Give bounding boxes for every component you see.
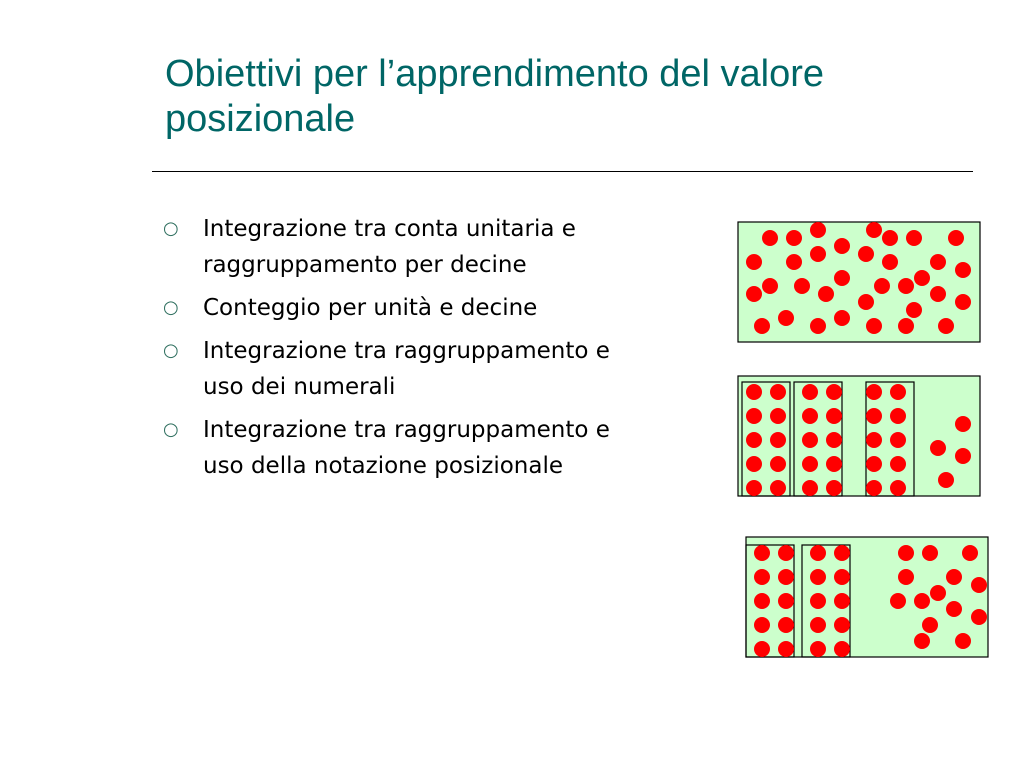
counter-dot: [746, 408, 762, 424]
counter-dot: [746, 254, 762, 270]
counter-dot: [802, 456, 818, 472]
counter-dot: [914, 633, 930, 649]
counter-dot: [948, 230, 964, 246]
counter-dot: [898, 569, 914, 585]
counter-dot: [834, 617, 850, 633]
counter-dot: [794, 278, 810, 294]
counter-dot: [898, 278, 914, 294]
counter-dot: [810, 569, 826, 585]
counter-dot: [802, 432, 818, 448]
hollow-circle-bullet-icon: ○: [163, 340, 179, 361]
counter-dot: [866, 384, 882, 400]
counter-dot: [810, 246, 826, 262]
counter-dot: [890, 456, 906, 472]
counter-dot: [866, 408, 882, 424]
panel-grouped-dots: [738, 376, 980, 496]
counter-dot: [810, 318, 826, 334]
counter-dot: [971, 609, 987, 625]
slide-title: Obiettivi per l’apprendimento del valore posizionale: [165, 53, 825, 140]
counter-dot: [874, 278, 890, 294]
counter-dot: [890, 432, 906, 448]
counter-dot: [754, 545, 770, 561]
counter-dot: [754, 569, 770, 585]
counter-dot: [810, 593, 826, 609]
counter-dot: [826, 408, 842, 424]
counter-dot: [786, 230, 802, 246]
counter-dot: [778, 641, 794, 657]
counter-dot: [770, 408, 786, 424]
counter-dot: [906, 230, 922, 246]
counter-dot: [930, 585, 946, 601]
counter-dot: [834, 569, 850, 585]
counter-dot: [834, 593, 850, 609]
counter-dot: [778, 617, 794, 633]
counter-dot: [818, 286, 834, 302]
counter-dot: [746, 384, 762, 400]
panel-positional-dots: [746, 537, 988, 657]
counter-dot: [955, 262, 971, 278]
counter-dot: [890, 480, 906, 496]
counter-dot: [962, 545, 978, 561]
counter-dot: [762, 230, 778, 246]
counter-dot: [890, 384, 906, 400]
counter-dot: [778, 545, 794, 561]
counter-dot: [754, 318, 770, 334]
counter-dot: [930, 254, 946, 270]
counter-dot: [826, 456, 842, 472]
counter-dot: [778, 593, 794, 609]
counter-dot: [890, 593, 906, 609]
panel-loose-dots: [738, 222, 980, 342]
counter-dot: [898, 545, 914, 561]
counter-dot: [955, 416, 971, 432]
counter-dot: [810, 641, 826, 657]
counter-dot: [834, 310, 850, 326]
counter-dot: [834, 238, 850, 254]
counter-dot: [746, 480, 762, 496]
counter-dot: [890, 408, 906, 424]
counter-dot: [866, 456, 882, 472]
bullet-text: Integrazione tra raggruppamento e uso dei numerali: [203, 338, 610, 400]
counter-dot: [938, 318, 954, 334]
counter-dot: [930, 286, 946, 302]
hollow-circle-bullet-icon: ○: [163, 218, 179, 239]
counter-dot: [906, 302, 922, 318]
counter-dot: [746, 432, 762, 448]
counter-dot: [770, 480, 786, 496]
hollow-circle-bullet-icon: ○: [163, 419, 179, 440]
counter-dot: [810, 545, 826, 561]
counter-dot: [946, 569, 962, 585]
counter-dot: [778, 569, 794, 585]
counter-dot: [922, 545, 938, 561]
bullet-text: Integrazione tra raggruppamento e uso della notazione posizionale: [203, 417, 610, 479]
counter-dot: [754, 617, 770, 633]
counter-dot: [866, 432, 882, 448]
counter-dot: [866, 318, 882, 334]
bullet-text: Integrazione tra conta unitaria e raggruppamento per decine: [203, 216, 576, 278]
counter-dot: [802, 384, 818, 400]
counter-dot: [955, 633, 971, 649]
counter-dot: [930, 440, 946, 456]
counter-dot: [914, 270, 930, 286]
counter-dot: [826, 384, 842, 400]
counter-dot: [778, 310, 794, 326]
counter-dot: [866, 480, 882, 496]
counter-dot: [858, 246, 874, 262]
counter-dot: [754, 641, 770, 657]
counter-dot: [786, 254, 802, 270]
counter-dot: [938, 472, 954, 488]
counter-dot: [826, 432, 842, 448]
counter-dot: [955, 294, 971, 310]
counter-dot: [770, 384, 786, 400]
counter-dot: [802, 408, 818, 424]
counter-dot: [762, 278, 778, 294]
counter-dot: [754, 593, 770, 609]
counter-dot: [858, 294, 874, 310]
counter-dot: [866, 222, 882, 238]
hollow-circle-bullet-icon: ○: [163, 297, 179, 318]
counter-dot: [746, 456, 762, 472]
counter-dot: [834, 545, 850, 561]
counter-dot: [770, 456, 786, 472]
counter-dot: [882, 254, 898, 270]
counter-dot: [946, 601, 962, 617]
counter-dot: [802, 480, 818, 496]
counter-dot: [770, 432, 786, 448]
counter-dot: [922, 617, 938, 633]
counter-dot: [955, 448, 971, 464]
bullet-text: Conteggio per unità e decine: [203, 295, 538, 321]
counter-dot: [914, 593, 930, 609]
counter-dot: [898, 318, 914, 334]
counter-dot: [826, 480, 842, 496]
counter-dot: [810, 222, 826, 238]
counter-dot: [746, 286, 762, 302]
counter-dot: [810, 617, 826, 633]
counter-dot: [971, 577, 987, 593]
counter-dot: [834, 641, 850, 657]
counter-dot: [834, 270, 850, 286]
counter-dot: [882, 230, 898, 246]
